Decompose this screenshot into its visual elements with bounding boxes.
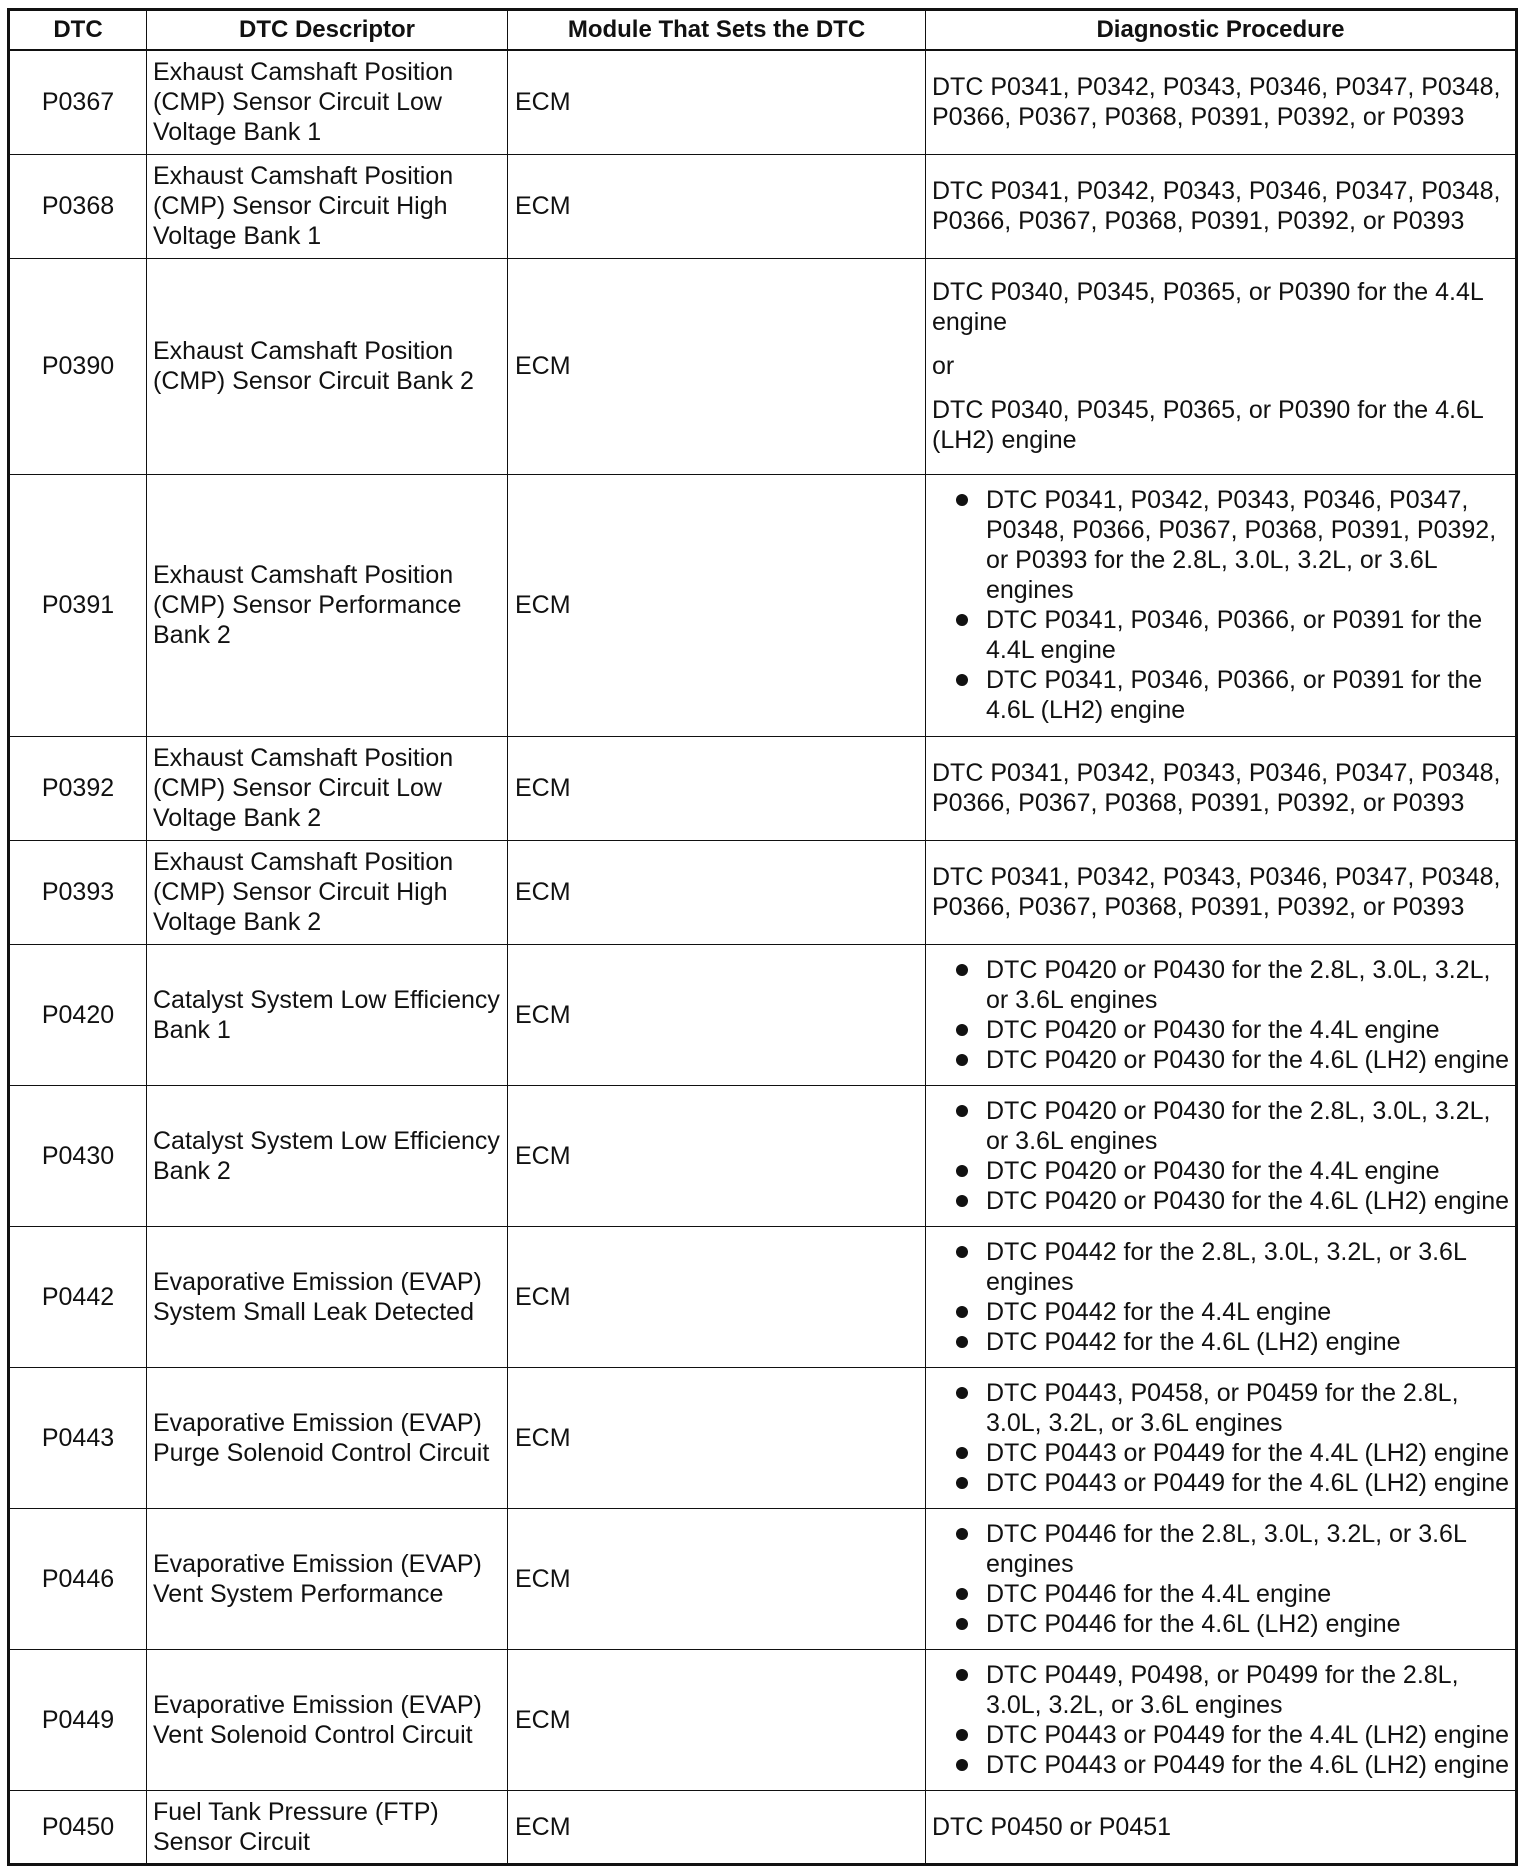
bullet-icon — [956, 1477, 968, 1489]
dtc-descriptor: Exhaust Camshaft Position (CMP) Sensor Circuit High Voltage Bank 2 — [147, 840, 508, 944]
bullet-icon — [956, 1105, 968, 1117]
diagnostic-procedure — [926, 840, 1517, 944]
dtc-code: P0368 — [9, 154, 147, 258]
procedure-list-item — [932, 1750, 1509, 1780]
procedure-text: DTC P0341, P0342, P0343, P0346, P0347, P0348, P0366, P0367, P0368, P0391, P0392, or P0393 — [932, 863, 1501, 921]
dtc-code: P0367 — [9, 50, 147, 154]
procedure-list-item — [932, 1519, 1509, 1579]
dtc-module: ECM — [508, 1226, 926, 1367]
procedure-list-item-text: DTC P0449, P0498, or P0499 for the 2.8L, 3.0L, 3.2L, or 3.6L engines — [986, 1660, 1459, 1719]
diagnostic-procedure — [926, 736, 1517, 840]
dtc-descriptor: Evaporative Emission (EVAP) Vent System Performance — [147, 1508, 508, 1649]
table-row — [9, 474, 1517, 736]
dtc-module: ECM — [508, 944, 926, 1085]
dtc-descriptor: Exhaust Camshaft Position (CMP) Sensor Performance Bank 2 — [147, 474, 508, 736]
procedure-list-item — [932, 1045, 1509, 1075]
dtc-descriptor: Evaporative Emission (EVAP) Purge Solenoid Control Circuit — [147, 1367, 508, 1508]
procedure-list-item-text: DTC P0443 or P0449 for the 4.4L (LH2) engine — [986, 1438, 1509, 1467]
procedure-list-item — [932, 1468, 1509, 1498]
dtc-code: P0442 — [9, 1226, 147, 1367]
dtc-module: ECM — [508, 1790, 926, 1864]
table-row — [9, 1508, 1517, 1649]
bullet-icon — [956, 1618, 968, 1630]
dtc-table — [7, 8, 1518, 1866]
header-dtc: DTC — [9, 10, 147, 51]
dtc-module: ECM — [508, 258, 926, 474]
table-row — [9, 1226, 1517, 1367]
diagnostic-procedure — [926, 1226, 1517, 1367]
diagnostic-procedure — [926, 1790, 1517, 1864]
procedure-list-item — [932, 1438, 1509, 1468]
diagnostic-procedure — [926, 474, 1517, 736]
table-row — [9, 944, 1517, 1085]
dtc-module: ECM — [508, 736, 926, 840]
procedure-list-item-text: DTC P0443 or P0449 for the 4.6L (LH2) engine — [986, 1750, 1509, 1779]
table-row — [9, 1649, 1517, 1790]
table-row — [9, 1085, 1517, 1226]
procedure-list-item — [932, 485, 1509, 605]
bullet-icon — [956, 614, 968, 626]
procedure-list-item-text: DTC P0446 for the 2.8L, 3.0L, 3.2L, or 3.6L engines — [986, 1519, 1466, 1578]
table-body — [9, 50, 1517, 1864]
bullet-icon — [956, 1054, 968, 1066]
diagnostic-procedure — [926, 1508, 1517, 1649]
procedure-text: DTC P0341, P0342, P0343, P0346, P0347, P0348, P0366, P0367, P0368, P0391, P0392, or P0393 — [932, 73, 1501, 132]
procedure-list-item-text: DTC P0420 or P0430 for the 4.6L (LH2) engine — [986, 1045, 1509, 1074]
procedure-list-item-text: DTC P0442 for the 4.6L (LH2) engine — [986, 1327, 1401, 1356]
procedure-list — [932, 485, 1509, 725]
procedure-list-item — [932, 1660, 1509, 1720]
dtc-descriptor: Exhaust Camshaft Position (CMP) Sensor Circuit High Voltage Bank 1 — [147, 154, 508, 258]
bullet-icon — [956, 1306, 968, 1318]
diagnostic-procedure — [926, 1367, 1517, 1508]
procedure-list-item — [932, 1015, 1509, 1045]
procedure-list-item — [932, 605, 1509, 665]
procedure-text: DTC P0341, P0342, P0343, P0346, P0347, P0348, P0366, P0367, P0368, P0391, P0392, or P0393 — [932, 759, 1501, 817]
dtc-code: P0420 — [9, 944, 147, 1085]
procedure-list-item — [932, 1237, 1509, 1297]
procedure-list-item — [932, 1327, 1509, 1357]
dtc-descriptor: Catalyst System Low Efficiency Bank 1 — [147, 944, 508, 1085]
procedure-list-item-text: DTC P0446 for the 4.6L (LH2) engine — [986, 1609, 1401, 1638]
table-row — [9, 50, 1517, 154]
bullet-icon — [956, 1246, 968, 1258]
dtc-module: ECM — [508, 1085, 926, 1226]
dtc-descriptor: Exhaust Camshaft Position (CMP) Sensor Circuit Bank 2 — [147, 258, 508, 474]
dtc-code: P0392 — [9, 736, 147, 840]
header-procedure: Diagnostic Procedure — [926, 10, 1517, 51]
procedure-list-item-text: DTC P0443 or P0449 for the 4.4L (LH2) engine — [986, 1720, 1509, 1749]
procedure-list-item — [932, 1297, 1509, 1327]
procedure-text: DTC P0450 or P0451 — [932, 1812, 1172, 1841]
procedure-paragraph: DTC P0340, P0345, P0365, or P0390 for the 4.4L engine — [932, 278, 1483, 336]
procedure-list — [932, 1378, 1509, 1498]
procedure-list-item — [932, 1186, 1509, 1216]
procedure-list-item-text: DTC P0420 or P0430 for the 4.6L (LH2) engine — [986, 1186, 1509, 1215]
table-row — [9, 1367, 1517, 1508]
bullet-icon — [956, 1336, 968, 1348]
dtc-descriptor: Evaporative Emission (EVAP) System Small Leak Detected — [147, 1226, 508, 1367]
dtc-code: P0391 — [9, 474, 147, 736]
dtc-module: ECM — [508, 840, 926, 944]
bullet-icon — [956, 1729, 968, 1741]
dtc-code: P0430 — [9, 1085, 147, 1226]
bullet-icon — [956, 1195, 968, 1207]
procedure-text: DTC P0341, P0342, P0343, P0346, P0347, P0348, P0366, P0367, P0368, P0391, P0392, or P0393 — [932, 177, 1501, 235]
bullet-icon — [956, 1387, 968, 1399]
procedure-list-item-text: DTC P0420 or P0430 for the 2.8L, 3.0L, 3.2L, or 3.6L engines — [986, 1096, 1491, 1155]
bullet-icon — [956, 1528, 968, 1540]
diagnostic-procedure — [926, 944, 1517, 1085]
dtc-descriptor: Exhaust Camshaft Position (CMP) Sensor Circuit Low Voltage Bank 2 — [147, 736, 508, 840]
procedure-list-item-text: DTC P0420 or P0430 for the 4.4L engine — [986, 1015, 1440, 1044]
procedure-list-item-text: DTC P0446 for the 4.4L engine — [986, 1579, 1332, 1608]
bullet-icon — [956, 494, 968, 506]
diagnostic-procedure — [926, 1085, 1517, 1226]
procedure-list-item-text: DTC P0442 for the 2.8L, 3.0L, 3.2L, or 3.6L engines — [986, 1237, 1466, 1296]
procedure-list — [932, 955, 1509, 1075]
procedure-list — [932, 1237, 1509, 1357]
diagnostic-procedure — [926, 1649, 1517, 1790]
procedure-list-item — [932, 1720, 1509, 1750]
dtc-module: ECM — [508, 154, 926, 258]
table-row — [9, 258, 1517, 474]
procedure-list-item — [932, 1156, 1509, 1186]
procedure-paragraph: DTC P0340, P0345, P0365, or P0390 for the 4.6L (LH2) engine — [932, 396, 1483, 454]
bullet-icon — [956, 1447, 968, 1459]
dtc-code: P0390 — [9, 258, 147, 474]
procedure-list-item-text: DTC P0443, P0458, or P0459 for the 2.8L, 3.0L, 3.2L, or 3.6L engines — [986, 1378, 1459, 1437]
bullet-icon — [956, 1759, 968, 1771]
dtc-descriptor: Catalyst System Low Efficiency Bank 2 — [147, 1085, 508, 1226]
dtc-module: ECM — [508, 1649, 926, 1790]
dtc-module: ECM — [508, 1367, 926, 1508]
procedure-list-item — [932, 1096, 1509, 1156]
table-row — [9, 736, 1517, 840]
dtc-module: ECM — [508, 1508, 926, 1649]
procedure-list-item-text: DTC P0341, P0346, P0366, or P0391 for the 4.4L engine — [986, 606, 1483, 664]
bullet-icon — [956, 1669, 968, 1681]
dtc-code: P0449 — [9, 1649, 147, 1790]
procedure-list — [932, 1660, 1509, 1780]
dtc-code: P0450 — [9, 1790, 147, 1864]
procedure-list — [932, 1519, 1509, 1639]
table-row — [9, 154, 1517, 258]
dtc-descriptor: Evaporative Emission (EVAP) Vent Solenoid Control Circuit — [147, 1649, 508, 1790]
dtc-descriptor: Fuel Tank Pressure (FTP) Sensor Circuit — [147, 1790, 508, 1864]
dtc-code: P0443 — [9, 1367, 147, 1508]
bullet-icon — [956, 674, 968, 686]
procedure-list-item-text: DTC P0341, P0346, P0366, or P0391 for the 4.6L (LH2) engine — [986, 666, 1483, 724]
table-row — [9, 1790, 1517, 1864]
procedure-list — [932, 1096, 1509, 1216]
table-row — [9, 840, 1517, 944]
procedure-list-item-text: DTC P0443 or P0449 for the 4.6L (LH2) engine — [986, 1468, 1509, 1497]
bullet-icon — [956, 1588, 968, 1600]
header-row — [9, 10, 1517, 51]
bullet-icon — [956, 964, 968, 976]
procedure-list-item — [932, 955, 1509, 1015]
dtc-module: ECM — [508, 474, 926, 736]
procedure-list-item-text: DTC P0420 or P0430 for the 4.4L engine — [986, 1156, 1440, 1185]
bullet-icon — [956, 1024, 968, 1036]
procedure-list-item — [932, 1579, 1509, 1609]
dtc-code: P0393 — [9, 840, 147, 944]
dtc-code: P0446 — [9, 1508, 147, 1649]
header-module: Module That Sets the DTC — [508, 10, 926, 51]
procedure-list-item — [932, 665, 1509, 725]
diagnostic-procedure — [926, 50, 1517, 154]
diagnostic-procedure — [926, 258, 1517, 474]
diagnostic-procedure — [926, 154, 1517, 258]
dtc-descriptor: Exhaust Camshaft Position (CMP) Sensor Circuit Low Voltage Bank 1 — [147, 50, 508, 154]
procedure-list-item-text: DTC P0442 for the 4.4L engine — [986, 1297, 1332, 1326]
procedure-list-item — [932, 1378, 1509, 1438]
procedure-list-item-text: DTC P0341, P0342, P0343, P0346, P0347, P0348, P0366, P0367, P0368, P0391, P0392, or P0393 for the 2.8L, 3.0L, 3.2L, or 3.6L engines — [986, 486, 1497, 604]
bullet-icon — [956, 1165, 968, 1177]
dtc-module: ECM — [508, 50, 926, 154]
header-descriptor: DTC Descriptor — [147, 10, 508, 51]
procedure-paragraph: or — [932, 352, 955, 380]
procedure-list-item-text: DTC P0420 or P0430 for the 2.8L, 3.0L, 3.2L, or 3.6L engines — [986, 955, 1491, 1014]
procedure-list-item — [932, 1609, 1509, 1639]
